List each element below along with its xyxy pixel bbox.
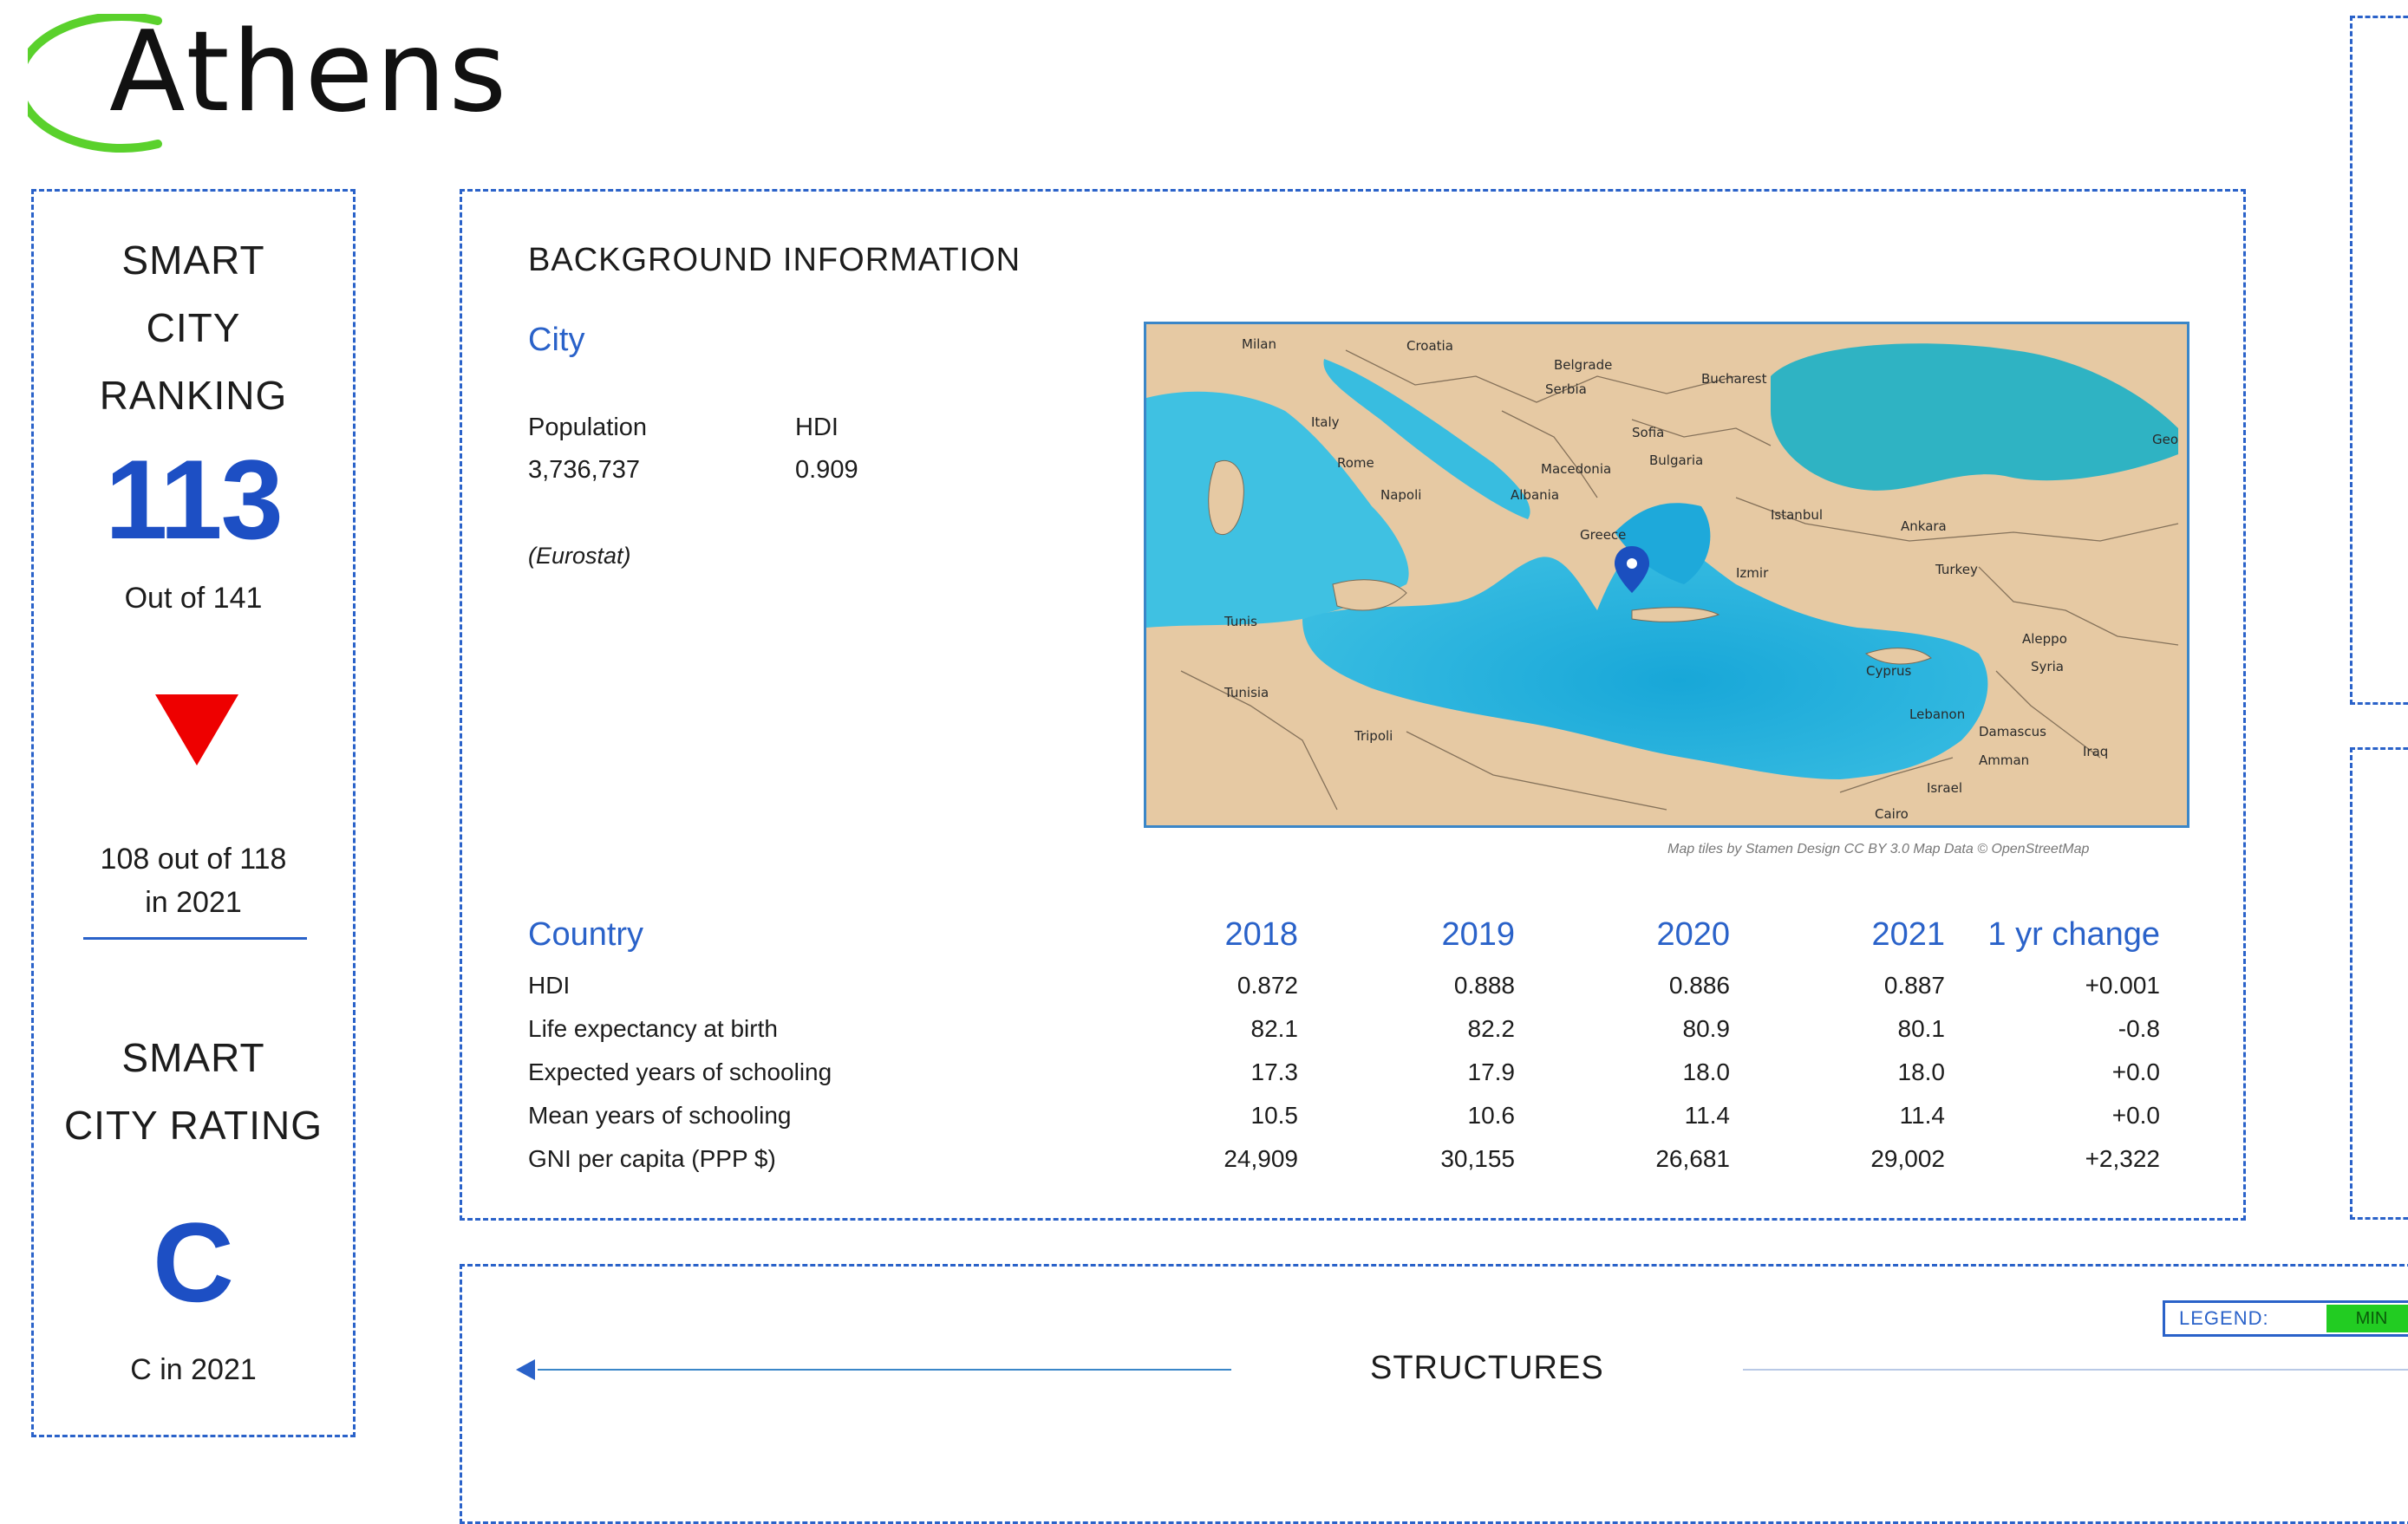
- legend: [2163, 1300, 2408, 1337]
- ranking-value: 113: [105, 436, 282, 563]
- table-cell: 80.9: [1682, 1015, 1730, 1042]
- ranking-previous-line: in 2021: [145, 886, 242, 919]
- table-cell: 0.888: [1453, 972, 1515, 999]
- table-cell: +2,322: [2085, 1145, 2160, 1172]
- row-label: HDI: [528, 972, 571, 999]
- column-header: 1 yr change: [1987, 916, 2160, 953]
- table-cell: 18.0: [1682, 1058, 1730, 1085]
- map-label: Geo: [2152, 432, 2179, 447]
- country-indicators-table: [528, 916, 2193, 1189]
- table-cell: +0.0: [2111, 1058, 2160, 1085]
- table-cell: 0.887: [1883, 972, 1945, 999]
- map-label: Cairo: [1875, 806, 1909, 822]
- map-label: Napoli: [1380, 487, 1422, 503]
- table-cell: 80.1: [1897, 1015, 1945, 1042]
- map-label: Aleppo: [2022, 631, 2067, 647]
- structures-panel: [460, 1264, 2408, 1524]
- rating-title-line: CITY RATING: [63, 1103, 323, 1148]
- row-label: GNI per capita (PPP $): [528, 1145, 776, 1172]
- structures-title: STRUCTURES: [1370, 1350, 1604, 1386]
- legend-label: LEGEND:: [2179, 1307, 2269, 1329]
- country-label: Country: [528, 916, 644, 953]
- table-cell: 0.872: [1237, 972, 1298, 999]
- city-hdi-value: 0.909: [795, 456, 858, 484]
- right-panel: [2350, 16, 2408, 705]
- column-header: 2021: [1871, 916, 1945, 953]
- map-label: Iraq: [2083, 744, 2109, 759]
- background-information-panel: [460, 189, 2246, 1221]
- map-label: Tunisia: [1224, 685, 1269, 700]
- row-label: Mean years of schooling: [528, 1102, 792, 1129]
- arrow-left-icon[interactable]: [516, 1359, 535, 1380]
- population-label: Population: [528, 414, 648, 441]
- divider: [1743, 1369, 2408, 1371]
- map-label: Italy: [1311, 414, 1340, 430]
- map-label: Syria: [2031, 659, 2064, 674]
- map-label: Greece: [1580, 527, 1627, 543]
- map-label: Macedonia: [1541, 461, 1612, 477]
- rating-previous: C in 2021: [130, 1353, 257, 1386]
- map-label: Serbia: [1545, 381, 1587, 397]
- map-label: Damascus: [1979, 724, 2046, 739]
- ranking-out-of: Out of 141: [124, 582, 263, 615]
- map-label: Albania: [1511, 487, 1560, 503]
- table-cell: 29,002: [1870, 1145, 1945, 1172]
- column-header: 2018: [1224, 916, 1298, 953]
- table-row: [528, 1015, 2193, 1058]
- table-row: [528, 1058, 2193, 1102]
- table-cell: 11.4: [1899, 1102, 1945, 1129]
- table-cell: +0.001: [2085, 972, 2160, 999]
- map-label: Istanbul: [1771, 507, 1824, 523]
- city-hdi-label: HDI: [795, 414, 839, 441]
- column-header: 2019: [1441, 916, 1515, 953]
- table-cell: 0.886: [1668, 972, 1730, 999]
- ranking-previous-line: 108 out of 118: [100, 843, 287, 876]
- row-label: Life expectancy at birth: [528, 1015, 778, 1042]
- table-header-row: [528, 916, 2193, 972]
- table-cell: +0.0: [2111, 1102, 2160, 1129]
- population-value: 3,736,737: [528, 456, 641, 484]
- table-cell: 24,909: [1224, 1145, 1298, 1172]
- section-heading: BACKGROUND INFORMATION: [528, 242, 1021, 278]
- right-panel: [2350, 747, 2408, 1220]
- rating-title-line: SMART: [121, 1035, 265, 1080]
- table-cell: 82.2: [1467, 1015, 1515, 1042]
- map-label: Rome: [1337, 455, 1374, 471]
- smart-city-ranking-panel: [31, 189, 356, 1437]
- map-label: Cyprus: [1866, 663, 1912, 679]
- map-label: Tunis: [1224, 614, 1257, 629]
- map-label: Sofia: [1632, 425, 1665, 440]
- table-cell: 17.3: [1250, 1058, 1298, 1085]
- table-cell: 10.6: [1467, 1102, 1515, 1129]
- map-label: Lebanon: [1909, 707, 1966, 722]
- ranking-previous: [34, 837, 353, 924]
- ranking-title-line: RANKING: [99, 373, 288, 418]
- map-label: Tripoli: [1354, 728, 1393, 744]
- map-label: Bulgaria: [1649, 453, 1704, 468]
- table-cell: 82.1: [1250, 1015, 1298, 1042]
- table-cell: 30,155: [1440, 1145, 1515, 1172]
- row-label: Expected years of schooling: [528, 1058, 832, 1085]
- divider: [83, 937, 307, 940]
- ranking-title-line: CITY: [146, 305, 241, 350]
- table-cell: 18.0: [1897, 1058, 1945, 1085]
- table-cell: 26,681: [1655, 1145, 1730, 1172]
- map-label: Amman: [1979, 752, 2030, 768]
- map-label: Ankara: [1901, 518, 1947, 534]
- map-label: Belgrade: [1554, 357, 1613, 373]
- map-label: Bucharest: [1701, 371, 1767, 387]
- map-label: Izmir: [1736, 565, 1769, 581]
- divider: [538, 1369, 1231, 1371]
- city-label: City: [528, 322, 585, 358]
- map-label: Turkey: [1935, 562, 1978, 577]
- map-label: Israel: [1927, 780, 1962, 796]
- rating-value: C: [153, 1199, 234, 1325]
- table-row: [528, 1145, 2193, 1189]
- page-title: Athens: [109, 8, 510, 137]
- location-map: [1144, 322, 2189, 828]
- rank-down-triangle-icon: [155, 694, 238, 765]
- source-note: (Eurostat): [528, 543, 631, 569]
- table-cell: 11.4: [1684, 1102, 1730, 1129]
- map-credit: Map tiles by Stamen Design CC BY 3.0 Map Data © OpenStreetMap: [1667, 842, 2090, 856]
- rating-title: [34, 1024, 353, 1159]
- table-cell: -0.8: [2118, 1015, 2160, 1042]
- table-row: [528, 972, 2193, 1015]
- map-label: Croatia: [1406, 338, 1453, 354]
- table-cell: 10.5: [1250, 1102, 1298, 1129]
- map-label: Milan: [1242, 336, 1276, 352]
- column-header: 2020: [1656, 916, 1730, 953]
- ranking-title-line: SMART: [121, 238, 265, 283]
- table-row: [528, 1102, 2193, 1145]
- table-cell: 17.9: [1467, 1058, 1515, 1085]
- ranking-title: [34, 226, 353, 429]
- legend-min-swatch: MIN: [2326, 1305, 2408, 1332]
